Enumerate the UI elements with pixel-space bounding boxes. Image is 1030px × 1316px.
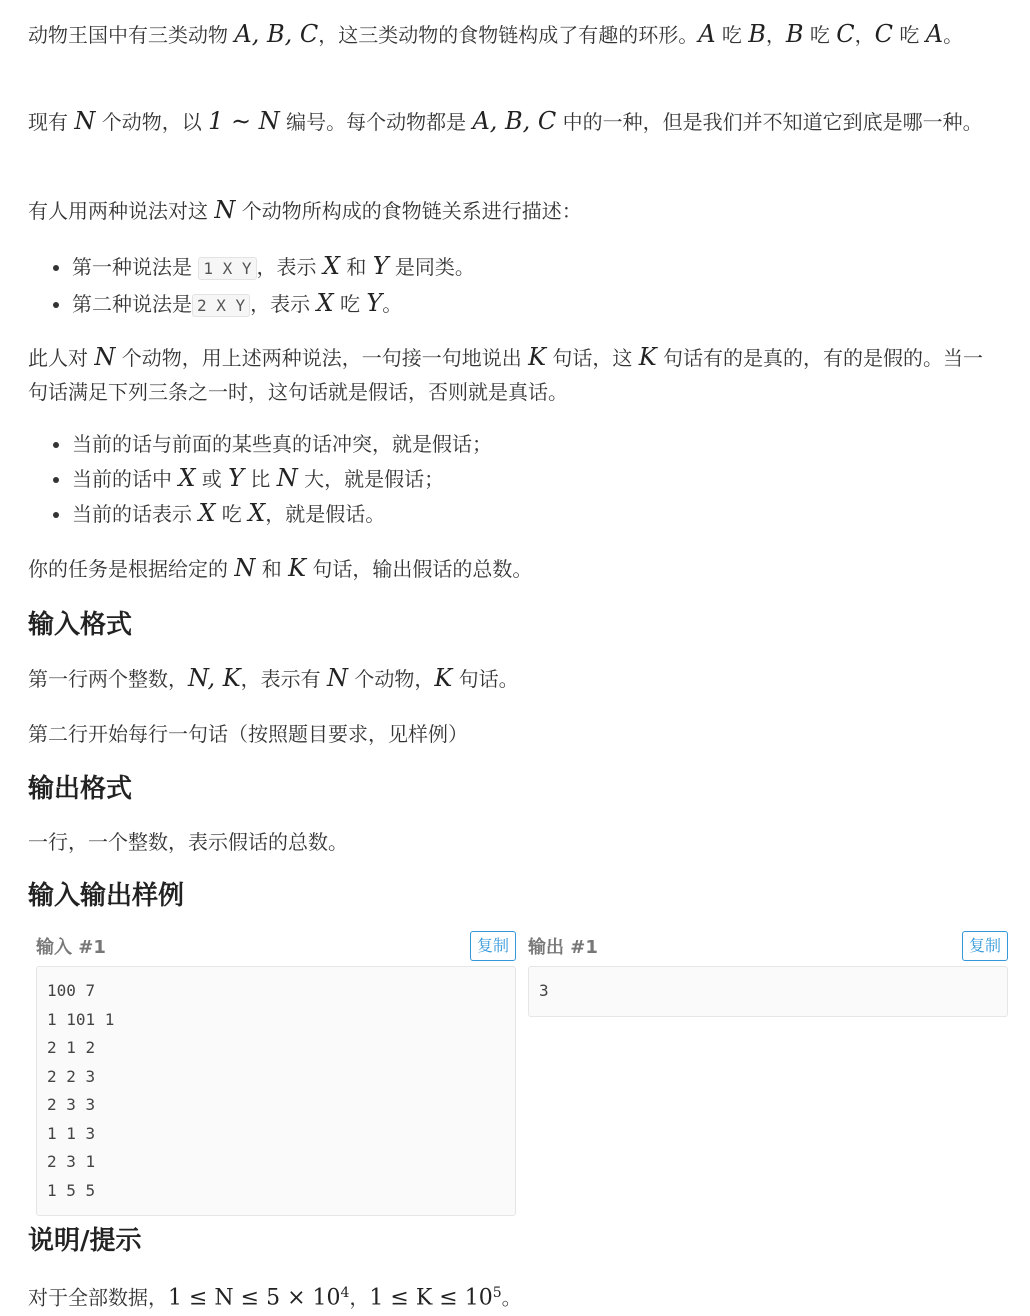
copy-output-button[interactable]: 复制	[962, 931, 1008, 961]
task-paragraph: 你的任务是根据给定的 N 和 K 句话，输出假话的总数。	[28, 554, 533, 582]
input-format-heading: 输入格式	[28, 610, 133, 640]
copy-input-button[interactable]: 复制	[470, 931, 516, 961]
intro-paragraph-2: 现有 N 个动物，以 1 ∼ N 编号。每个动物都是 A, B, C 中的一种，但是我们并不知道它到底是哪一种。	[28, 107, 983, 135]
sample-output-code: 3	[528, 966, 1008, 1017]
statement-list	[28, 249, 1030, 323]
hint-heading: 说明/提示	[28, 1226, 142, 1256]
input-format-line-2: 第二行开始每行一句话（按照题目要求，见样例）	[28, 722, 468, 746]
output-format-text: 一行，一个整数，表示假话的总数。	[28, 830, 348, 854]
falsehood-paragraph: 此人对 N 个动物，用上述两种说法，一句接一句地说出 K 句话，这 K 句话有的是真的，有的是假的。当一句话满足下列三条之一时，这句话就是假话，否则就是真话。	[28, 343, 984, 404]
sample-input-column	[36, 928, 516, 1216]
statement-item: • 第一种说法是 1 X Y ，表示 X 和 Y 是同类。	[72, 249, 1030, 286]
sample-io	[36, 928, 1008, 1216]
sample-input-label: 输入 #1	[36, 937, 106, 958]
sample-output-label: 输出 #1	[528, 937, 598, 958]
sample-input-code: 100 7 1 101 1 2 1 2 2 2 3 2 3 3 1 1 3 2 3 1 1 5 5	[36, 966, 516, 1216]
rule-item: • 当前的话与前面的某些真的话冲突，就是假话；	[72, 427, 1030, 461]
hint-text: 对于全部数据，$1 \le N \le 5 \times 10^4$，$1 \le K \le 10^5$。	[28, 1285, 522, 1311]
input-format-line-1: 第一行两个整数，N, K，表示有 N 个动物，K 句话。	[28, 664, 519, 692]
rule-list	[28, 427, 1030, 531]
rule-item: • 当前的话表示 X 吃 X，就是假话。	[72, 496, 1030, 531]
samples-heading: 输入输出样例	[28, 881, 185, 911]
rule-item: • 当前的话中 X 或 Y 比 N 大，就是假话；	[72, 461, 1030, 496]
statement-code: 2 X Y	[192, 294, 250, 317]
statement-code: 1 X Y	[198, 257, 256, 280]
intro-paragraph-3: 有人用两种说法对这 N 个动物所构成的食物链关系进行描述：	[28, 196, 582, 224]
sample-output-column	[528, 928, 1008, 1216]
statement-item: • 第二种说法是 2 X Y ，表示 X 吃 Y。	[72, 286, 1030, 323]
intro-paragraph-1: 动物王国中有三类动物 A, B, C，这三类动物的食物链构成了有趣的环形。A 吃 B，B 吃 C，C 吃 A。	[28, 20, 964, 48]
sample-input-header	[36, 928, 516, 964]
output-format-heading: 输出格式	[28, 774, 133, 804]
sample-output-header	[528, 928, 1008, 964]
